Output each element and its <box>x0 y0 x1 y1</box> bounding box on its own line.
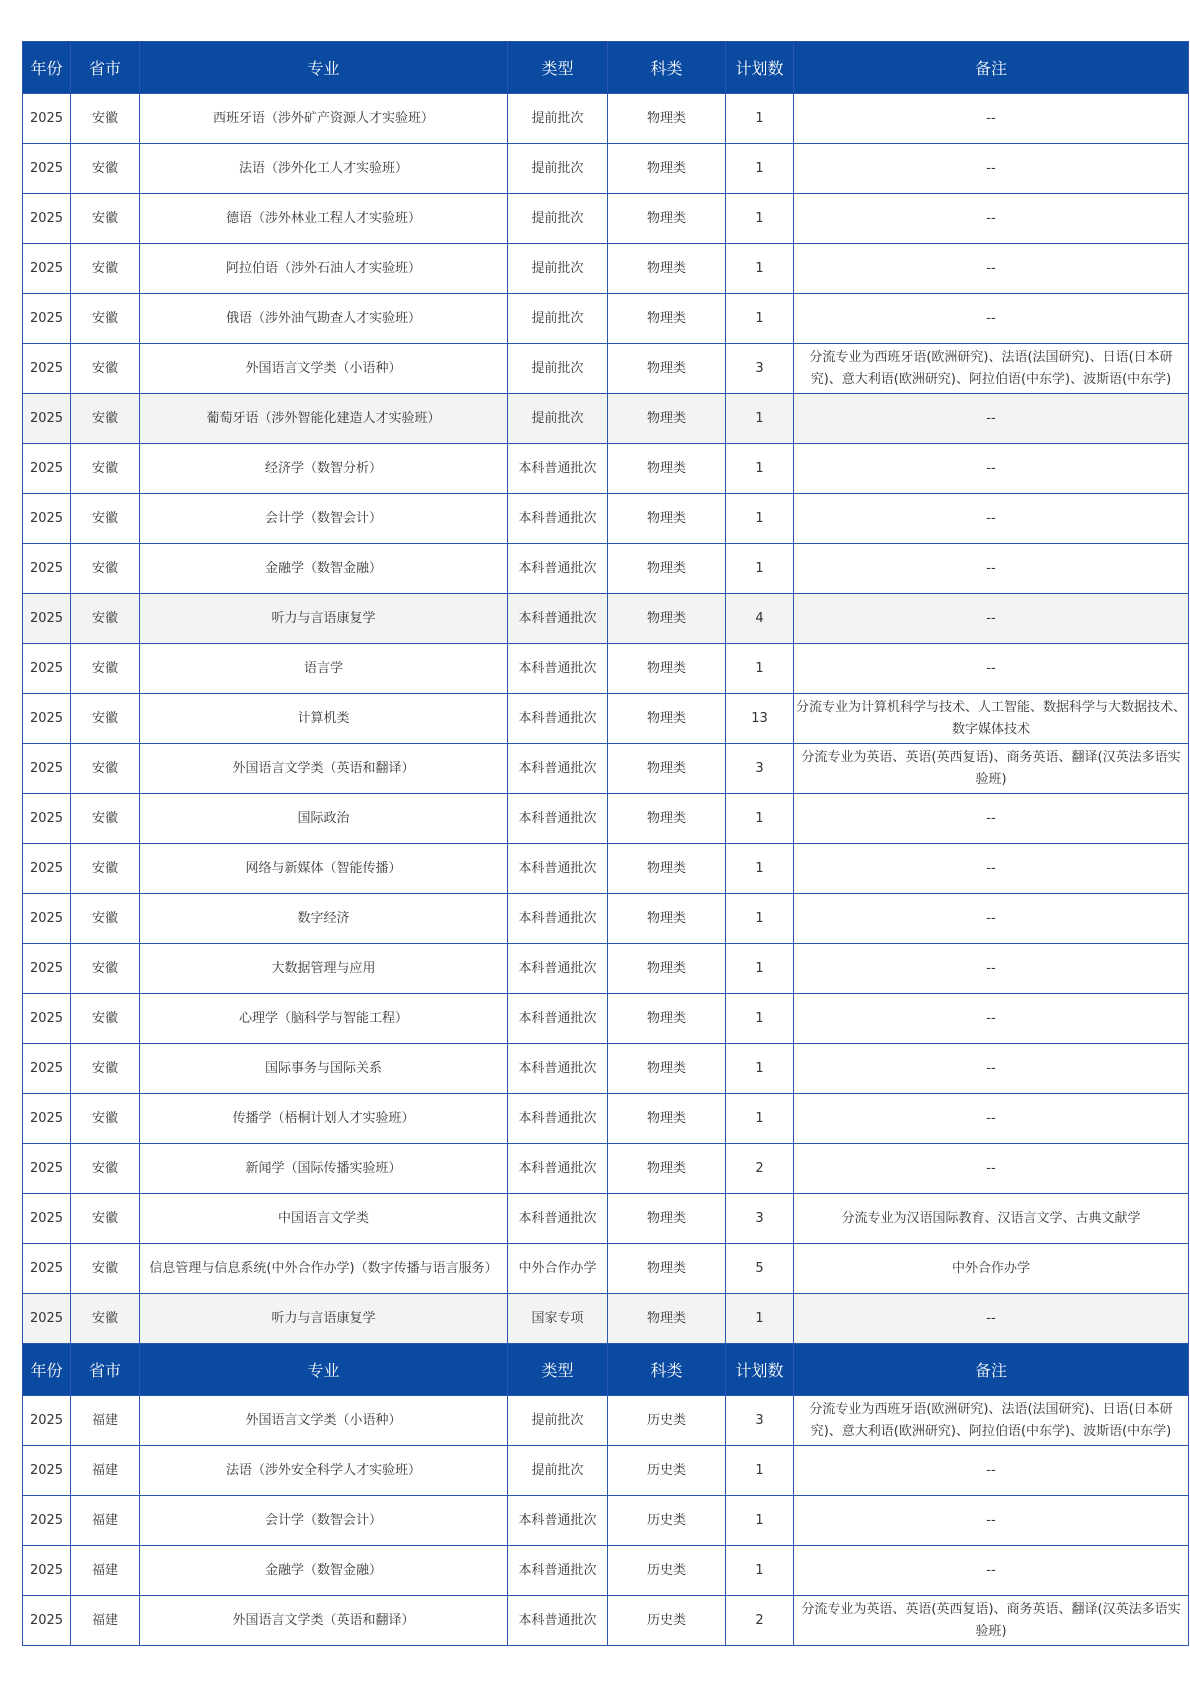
plan-count-cell: 2 <box>726 1596 794 1646</box>
table-row <box>23 844 1189 894</box>
province-cell: 安徽 <box>71 194 140 244</box>
table-row <box>23 1094 1189 1144</box>
table-row <box>23 244 1189 294</box>
province-cell: 安徽 <box>71 1194 140 1244</box>
category-cell: 历史类 <box>608 1446 726 1496</box>
table-row <box>23 894 1189 944</box>
plan-count-cell: 1 <box>726 444 794 494</box>
type-cell: 本科普通批次 <box>508 994 608 1044</box>
table-row <box>23 694 1189 744</box>
major-cell: 国际政治 <box>140 794 508 844</box>
province-cell: 安徽 <box>71 144 140 194</box>
province-cell: 福建 <box>71 1496 140 1546</box>
table-header-row <box>23 1344 1189 1396</box>
note-cell: -- <box>794 994 1189 1044</box>
plan-count-cell: 1 <box>726 94 794 144</box>
category-cell: 物理类 <box>608 594 726 644</box>
category-cell: 物理类 <box>608 944 726 994</box>
category-cell: 物理类 <box>608 344 726 394</box>
note-cell: -- <box>794 1496 1189 1546</box>
note-cell: -- <box>794 794 1189 844</box>
type-cell: 提前批次 <box>508 394 608 444</box>
province-cell: 安徽 <box>71 894 140 944</box>
year-cell: 2025 <box>23 1044 71 1094</box>
plan-count-cell: 1 <box>726 644 794 694</box>
province-cell: 安徽 <box>71 594 140 644</box>
year-cell: 2025 <box>23 344 71 394</box>
note-cell: -- <box>794 194 1189 244</box>
table-row <box>23 1496 1189 1546</box>
year-cell: 2025 <box>23 294 71 344</box>
category-cell: 物理类 <box>608 294 726 344</box>
table-row <box>23 1446 1189 1496</box>
major-cell: 新闻学（国际传播实验班） <box>140 1144 508 1194</box>
major-cell: 信息管理与信息系统(中外合作办学)（数字传播与语言服务） <box>140 1244 508 1294</box>
plan-count-cell: 1 <box>726 994 794 1044</box>
table-row <box>23 394 1189 444</box>
category-cell: 物理类 <box>608 1094 726 1144</box>
table-row <box>23 1244 1189 1294</box>
year-cell: 2025 <box>23 194 71 244</box>
table-row <box>23 644 1189 694</box>
header-category: 科类 <box>608 42 726 94</box>
category-cell: 物理类 <box>608 1244 726 1294</box>
header-note: 备注 <box>794 1344 1189 1396</box>
province-cell: 安徽 <box>71 944 140 994</box>
plan-count-cell: 1 <box>726 894 794 944</box>
table-row <box>23 294 1189 344</box>
table-row <box>23 1194 1189 1244</box>
header-province: 省市 <box>71 1344 140 1396</box>
note-cell: -- <box>794 1044 1189 1094</box>
year-cell: 2025 <box>23 1396 71 1446</box>
note-cell: -- <box>794 944 1189 994</box>
major-cell: 德语（涉外林业工程人才实验班） <box>140 194 508 244</box>
category-cell: 物理类 <box>608 144 726 194</box>
type-cell: 本科普通批次 <box>508 844 608 894</box>
year-cell: 2025 <box>23 744 71 794</box>
table-row <box>23 1144 1189 1194</box>
table-row <box>23 1044 1189 1094</box>
province-cell: 安徽 <box>71 1144 140 1194</box>
type-cell: 中外合作办学 <box>508 1244 608 1294</box>
year-cell: 2025 <box>23 1144 71 1194</box>
header-type: 类型 <box>508 1344 608 1396</box>
header-major: 专业 <box>140 1344 508 1396</box>
year-cell: 2025 <box>23 1244 71 1294</box>
plan-count-cell: 5 <box>726 1244 794 1294</box>
plan-count-cell: 1 <box>726 1446 794 1496</box>
plan-count-cell: 1 <box>726 294 794 344</box>
category-cell: 物理类 <box>608 844 726 894</box>
year-cell: 2025 <box>23 1446 71 1496</box>
province-cell: 安徽 <box>71 1044 140 1094</box>
category-cell: 物理类 <box>608 1044 726 1094</box>
year-cell: 2025 <box>23 1094 71 1144</box>
table-row <box>23 1294 1189 1344</box>
plan-count-cell: 1 <box>726 394 794 444</box>
major-cell: 外国语言文学类（英语和翻译） <box>140 1596 508 1646</box>
province-cell: 安徽 <box>71 1244 140 1294</box>
province-cell: 福建 <box>71 1596 140 1646</box>
note-cell: -- <box>794 1546 1189 1596</box>
year-cell: 2025 <box>23 794 71 844</box>
type-cell: 提前批次 <box>508 1396 608 1446</box>
category-cell: 物理类 <box>608 1194 726 1244</box>
note-cell: -- <box>794 844 1189 894</box>
header-year: 年份 <box>23 42 71 94</box>
category-cell: 物理类 <box>608 244 726 294</box>
table-row <box>23 494 1189 544</box>
type-cell: 提前批次 <box>508 94 608 144</box>
major-cell: 网络与新媒体（智能传播） <box>140 844 508 894</box>
type-cell: 本科普通批次 <box>508 594 608 644</box>
category-cell: 历史类 <box>608 1396 726 1446</box>
province-cell: 安徽 <box>71 444 140 494</box>
category-cell: 物理类 <box>608 394 726 444</box>
major-cell: 传播学（梧桐计划人才实验班） <box>140 1094 508 1144</box>
province-cell: 福建 <box>71 1546 140 1596</box>
plan-count-cell: 13 <box>726 694 794 744</box>
type-cell: 提前批次 <box>508 244 608 294</box>
type-cell: 提前批次 <box>508 194 608 244</box>
header-province: 省市 <box>71 42 140 94</box>
table-row <box>23 344 1189 394</box>
type-cell: 本科普通批次 <box>508 744 608 794</box>
table-row <box>23 1596 1189 1646</box>
major-cell: 听力与言语康复学 <box>140 1294 508 1344</box>
type-cell: 本科普通批次 <box>508 1596 608 1646</box>
note-cell: -- <box>794 594 1189 644</box>
table-row <box>23 994 1189 1044</box>
type-cell: 本科普通批次 <box>508 1546 608 1596</box>
year-cell: 2025 <box>23 444 71 494</box>
type-cell: 本科普通批次 <box>508 494 608 544</box>
type-cell: 本科普通批次 <box>508 1144 608 1194</box>
header-plan-count: 计划数 <box>726 42 794 94</box>
category-cell: 物理类 <box>608 194 726 244</box>
type-cell: 本科普通批次 <box>508 544 608 594</box>
province-cell: 安徽 <box>71 994 140 1044</box>
note-cell: 分流专业为西班牙语(欧洲研究)、法语(法国研究)、日语(日本研究)、意大利语(欧洲研究)、阿拉伯语(中东学)、波斯语(中东学) <box>794 344 1189 394</box>
header-type: 类型 <box>508 42 608 94</box>
type-cell: 本科普通批次 <box>508 794 608 844</box>
plan-count-cell: 3 <box>726 744 794 794</box>
major-cell: 外国语言文学类（小语种） <box>140 1396 508 1446</box>
province-cell: 安徽 <box>71 294 140 344</box>
year-cell: 2025 <box>23 1596 71 1646</box>
note-cell: 分流专业为计算机科学与技术、人工智能、数据科学与大数据技术、数字媒体技术 <box>794 694 1189 744</box>
major-cell: 经济学（数智分析） <box>140 444 508 494</box>
plan-count-cell: 1 <box>726 844 794 894</box>
category-cell: 历史类 <box>608 1546 726 1596</box>
category-cell: 物理类 <box>608 1294 726 1344</box>
plan-count-cell: 1 <box>726 1546 794 1596</box>
plan-count-cell: 3 <box>726 1396 794 1446</box>
note-cell: -- <box>794 1294 1189 1344</box>
note-cell: -- <box>794 544 1189 594</box>
province-cell: 安徽 <box>71 544 140 594</box>
major-cell: 中国语言文学类 <box>140 1194 508 1244</box>
major-cell: 法语（涉外化工人才实验班） <box>140 144 508 194</box>
header-note: 备注 <box>794 42 1189 94</box>
plan-count-cell: 1 <box>726 544 794 594</box>
category-cell: 物理类 <box>608 1144 726 1194</box>
note-cell: 中外合作办学 <box>794 1244 1189 1294</box>
note-cell: -- <box>794 644 1189 694</box>
province-cell: 福建 <box>71 1446 140 1496</box>
table-body <box>23 42 1189 1646</box>
year-cell: 2025 <box>23 944 71 994</box>
category-cell: 物理类 <box>608 494 726 544</box>
province-cell: 安徽 <box>71 94 140 144</box>
plan-count-cell: 1 <box>726 1094 794 1144</box>
type-cell: 本科普通批次 <box>508 1094 608 1144</box>
note-cell: 分流专业为英语、英语(英西复语)、商务英语、翻译(汉英法多语实验班) <box>794 1596 1189 1646</box>
note-cell: -- <box>794 494 1189 544</box>
major-cell: 大数据管理与应用 <box>140 944 508 994</box>
plan-count-cell: 3 <box>726 1194 794 1244</box>
type-cell: 本科普通批次 <box>508 894 608 944</box>
plan-count-cell: 1 <box>726 194 794 244</box>
category-cell: 历史类 <box>608 1596 726 1646</box>
type-cell: 本科普通批次 <box>508 1044 608 1094</box>
type-cell: 提前批次 <box>508 144 608 194</box>
year-cell: 2025 <box>23 844 71 894</box>
year-cell: 2025 <box>23 494 71 544</box>
plan-count-cell: 1 <box>726 1044 794 1094</box>
type-cell: 提前批次 <box>508 344 608 394</box>
major-cell: 阿拉伯语（涉外石油人才实验班） <box>140 244 508 294</box>
major-cell: 听力与言语康复学 <box>140 594 508 644</box>
major-cell: 外国语言文学类（英语和翻译） <box>140 744 508 794</box>
type-cell: 本科普通批次 <box>508 944 608 994</box>
category-cell: 物理类 <box>608 544 726 594</box>
major-cell: 心理学（脑科学与智能工程） <box>140 994 508 1044</box>
province-cell: 安徽 <box>71 1094 140 1144</box>
year-cell: 2025 <box>23 1496 71 1546</box>
major-cell: 数字经济 <box>140 894 508 944</box>
table-row <box>23 794 1189 844</box>
table-row <box>23 544 1189 594</box>
table-header-row <box>23 42 1189 94</box>
province-cell: 安徽 <box>71 794 140 844</box>
year-cell: 2025 <box>23 94 71 144</box>
year-cell: 2025 <box>23 394 71 444</box>
note-cell: -- <box>794 894 1189 944</box>
header-year: 年份 <box>23 1344 71 1396</box>
header-category: 科类 <box>608 1344 726 1396</box>
year-cell: 2025 <box>23 144 71 194</box>
type-cell: 本科普通批次 <box>508 1496 608 1546</box>
type-cell: 本科普通批次 <box>508 444 608 494</box>
major-cell: 西班牙语（涉外矿产资源人才实验班） <box>140 94 508 144</box>
plan-count-cell: 3 <box>726 344 794 394</box>
major-cell: 国际事务与国际关系 <box>140 1044 508 1094</box>
note-cell: 分流专业为西班牙语(欧洲研究)、法语(法国研究)、日语(日本研究)、意大利语(欧洲研究)、阿拉伯语(中东学)、波斯语(中东学) <box>794 1396 1189 1446</box>
table-row <box>23 1396 1189 1446</box>
note-cell: -- <box>794 1094 1189 1144</box>
note-cell: 分流专业为英语、英语(英西复语)、商务英语、翻译(汉英法多语实验班) <box>794 744 1189 794</box>
major-cell: 葡萄牙语（涉外智能化建造人才实验班） <box>140 394 508 444</box>
category-cell: 历史类 <box>608 1496 726 1546</box>
plan-count-cell: 1 <box>726 494 794 544</box>
plan-count-cell: 1 <box>726 144 794 194</box>
province-cell: 福建 <box>71 1396 140 1446</box>
type-cell: 本科普通批次 <box>508 1194 608 1244</box>
type-cell: 本科普通批次 <box>508 644 608 694</box>
year-cell: 2025 <box>23 1546 71 1596</box>
year-cell: 2025 <box>23 544 71 594</box>
header-plan-count: 计划数 <box>726 1344 794 1396</box>
province-cell: 安徽 <box>71 244 140 294</box>
province-cell: 安徽 <box>71 744 140 794</box>
type-cell: 提前批次 <box>508 294 608 344</box>
note-cell: -- <box>794 1144 1189 1194</box>
category-cell: 物理类 <box>608 894 726 944</box>
note-cell: 分流专业为汉语国际教育、汉语言文学、古典文献学 <box>794 1194 1189 1244</box>
year-cell: 2025 <box>23 644 71 694</box>
year-cell: 2025 <box>23 994 71 1044</box>
category-cell: 物理类 <box>608 994 726 1044</box>
province-cell: 安徽 <box>71 344 140 394</box>
category-cell: 物理类 <box>608 744 726 794</box>
major-cell: 计算机类 <box>140 694 508 744</box>
note-cell: -- <box>794 244 1189 294</box>
table-row <box>23 194 1189 244</box>
province-cell: 安徽 <box>71 1294 140 1344</box>
year-cell: 2025 <box>23 244 71 294</box>
note-cell: -- <box>794 94 1189 144</box>
major-cell: 俄语（涉外油气勘查人才实验班） <box>140 294 508 344</box>
type-cell: 本科普通批次 <box>508 694 608 744</box>
plan-count-cell: 1 <box>726 244 794 294</box>
table-row <box>23 594 1189 644</box>
table-row <box>23 744 1189 794</box>
year-cell: 2025 <box>23 694 71 744</box>
table-row <box>23 94 1189 144</box>
note-cell: -- <box>794 444 1189 494</box>
province-cell: 安徽 <box>71 644 140 694</box>
type-cell: 国家专项 <box>508 1294 608 1344</box>
table-row <box>23 944 1189 994</box>
table-row <box>23 1546 1189 1596</box>
major-cell: 语言学 <box>140 644 508 694</box>
province-cell: 安徽 <box>71 494 140 544</box>
major-cell: 金融学（数智金融） <box>140 1546 508 1596</box>
category-cell: 物理类 <box>608 94 726 144</box>
plan-count-cell: 1 <box>726 1294 794 1344</box>
category-cell: 物理类 <box>608 444 726 494</box>
note-cell: -- <box>794 1446 1189 1496</box>
plan-count-cell: 2 <box>726 1144 794 1194</box>
year-cell: 2025 <box>23 1294 71 1344</box>
province-cell: 安徽 <box>71 394 140 444</box>
plan-count-cell: 4 <box>726 594 794 644</box>
category-cell: 物理类 <box>608 794 726 844</box>
note-cell: -- <box>794 394 1189 444</box>
province-cell: 安徽 <box>71 694 140 744</box>
note-cell: -- <box>794 294 1189 344</box>
major-cell: 法语（涉外安全科学人才实验班） <box>140 1446 508 1496</box>
plan-count-cell: 1 <box>726 1496 794 1546</box>
type-cell: 提前批次 <box>508 1446 608 1496</box>
major-cell: 会计学（数智会计） <box>140 1496 508 1546</box>
plan-count-cell: 1 <box>726 944 794 994</box>
table-row <box>23 444 1189 494</box>
major-cell: 会计学（数智会计） <box>140 494 508 544</box>
province-cell: 安徽 <box>71 844 140 894</box>
year-cell: 2025 <box>23 1194 71 1244</box>
note-cell: -- <box>794 144 1189 194</box>
year-cell: 2025 <box>23 594 71 644</box>
enrollment-plan-table <box>22 41 1189 1646</box>
table-row <box>23 144 1189 194</box>
header-major: 专业 <box>140 42 508 94</box>
major-cell: 金融学（数智金融） <box>140 544 508 594</box>
year-cell: 2025 <box>23 894 71 944</box>
category-cell: 物理类 <box>608 694 726 744</box>
plan-count-cell: 1 <box>726 794 794 844</box>
category-cell: 物理类 <box>608 644 726 694</box>
major-cell: 外国语言文学类（小语种） <box>140 344 508 394</box>
